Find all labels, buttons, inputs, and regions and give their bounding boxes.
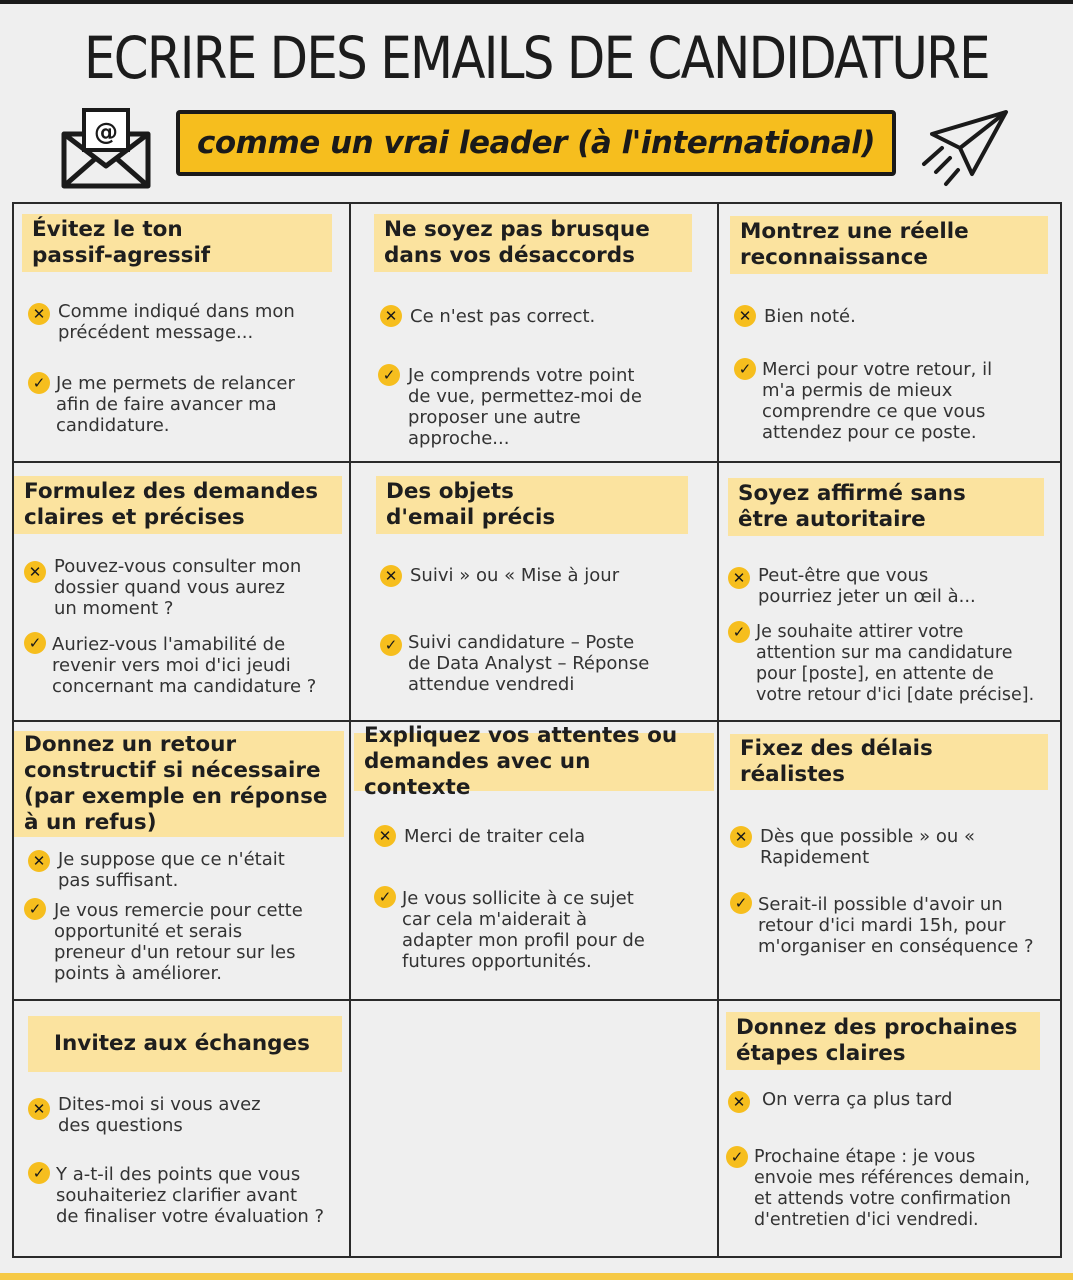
good-example: Je me permets de relancer afin de faire avancer ma candidature. [56, 373, 295, 436]
check-icon: ✓ [380, 634, 402, 656]
cross-icon: ✕ [374, 825, 396, 847]
check-icon: ✓ [734, 358, 756, 380]
good-example: Suivi candidature – Poste de Data Analyst – Réponse attendue vendredi [408, 632, 650, 695]
subtitle: comme un vrai leader (à l'international) [196, 125, 876, 161]
tip-title: Ne soyez pas brusque dans vos désaccords [374, 214, 692, 272]
check-icon: ✓ [28, 1162, 50, 1184]
cross-icon: ✕ [734, 305, 756, 327]
page-title: ECRIRE DES EMAILS DE CANDIDATURE [83, 24, 989, 92]
good-example: Je vous remercie pour cette opportunité et serais preneur d'un retour sur les points à améliorer. [54, 900, 303, 984]
email-envelope-icon [60, 104, 152, 190]
good-example: Je vous sollicite à ce sujet car cela m'aiderait à adapter mon profil pour de futures opportunités. [402, 888, 645, 972]
tip-title: Expliquez vos attentes ou demandes avec un contexte [354, 733, 714, 791]
bottom-accent-bar [0, 1273, 1073, 1280]
cross-icon: ✕ [380, 305, 402, 327]
tip-title: Donnez des prochaines étapes claires [726, 1012, 1040, 1070]
check-icon: ✓ [374, 886, 396, 908]
check-icon: ✓ [728, 621, 750, 643]
svg-text:@: @ [94, 118, 118, 146]
check-icon: ✓ [726, 1146, 748, 1168]
good-example: Prochaine étape : je vous envoie mes références demain, et attends votre confirmation d'entretien d'ici vendredi. [754, 1147, 1031, 1230]
bad-example: Comme indiqué dans mon précédent message... [58, 301, 295, 343]
subtitle-banner [176, 110, 896, 176]
cross-icon: ✕ [24, 561, 46, 583]
check-icon: ✓ [24, 898, 46, 920]
good-example: Auriez-vous l'amabilité de revenir vers moi d'ici jeudi concernant ma candidature ? [52, 634, 317, 697]
paper-plane-icon [914, 104, 1014, 192]
grid-divider [14, 461, 1060, 463]
bad-example: Peut-être que vous pourriez jeter un œil à... [758, 565, 976, 607]
tip-title: Invitez aux échanges [28, 1016, 342, 1072]
cross-icon: ✕ [28, 303, 50, 325]
cross-icon: ✕ [28, 1098, 50, 1120]
tip-title: Des objets d'email précis [376, 476, 688, 534]
good-example: Je souhaite attirer votre attention sur ma candidature pour [poste], en attente de votre retour d'ici [date précise]. [756, 622, 1035, 705]
good-example: Y a-t-il des points que vous souhaiteriez clarifier avant de finaliser votre évaluation ? [56, 1164, 325, 1227]
cross-icon: ✕ [380, 565, 402, 587]
grid-divider [14, 999, 1060, 1001]
grid-divider [14, 720, 1060, 722]
grid-divider [349, 204, 351, 1256]
bad-example: Dites-moi si vous avez des questions [58, 1094, 261, 1136]
bad-example: Merci de traiter cela [404, 826, 586, 847]
grid-divider [717, 204, 719, 1256]
bad-example: Dès que possible » ou « Rapidement [760, 826, 975, 868]
check-icon: ✓ [28, 372, 50, 394]
bad-example: On verra ça plus tard [762, 1089, 953, 1110]
cross-icon: ✕ [728, 567, 750, 589]
tip-title: Soyez affirmé sans être autoritaire [728, 478, 1044, 536]
top-border [0, 0, 1073, 4]
bad-example: Ce n'est pas correct. [410, 306, 596, 327]
tip-title: Donnez un retour constructif si nécessaire (par exemple en réponse à un refus) [14, 731, 344, 837]
good-example: Merci pour votre retour, il m'a permis de mieux comprendre ce que vous attendez pour ce poste. [762, 359, 993, 443]
bad-example: Suivi » ou « Mise à jour [410, 565, 620, 586]
check-icon: ✓ [378, 364, 400, 386]
cross-icon: ✕ [28, 850, 50, 872]
good-example: Serait-il possible d'avoir un retour d'ici mardi 15h, pour m'organiser en conséquence ? [758, 894, 1034, 957]
tip-title: Fixez des délais réalistes [730, 734, 1048, 790]
good-example: Je comprends votre point de vue, permettez-moi de proposer une autre approche... [408, 365, 642, 449]
bad-example: Bien noté. [764, 306, 856, 327]
tip-title: Évitez le ton passif-agressif [22, 214, 332, 272]
bad-example: Je suppose que ce n'était pas suffisant. [58, 849, 285, 891]
check-icon: ✓ [24, 632, 46, 654]
tip-title: Formulez des demandes claires et précises [14, 476, 342, 534]
check-icon: ✓ [730, 892, 752, 914]
cross-icon: ✕ [728, 1091, 750, 1113]
bad-example: Pouvez-vous consulter mon dossier quand vous aurez un moment ? [54, 556, 302, 619]
cross-icon: ✕ [730, 826, 752, 848]
tip-title: Montrez une réelle reconnaissance [730, 216, 1048, 274]
